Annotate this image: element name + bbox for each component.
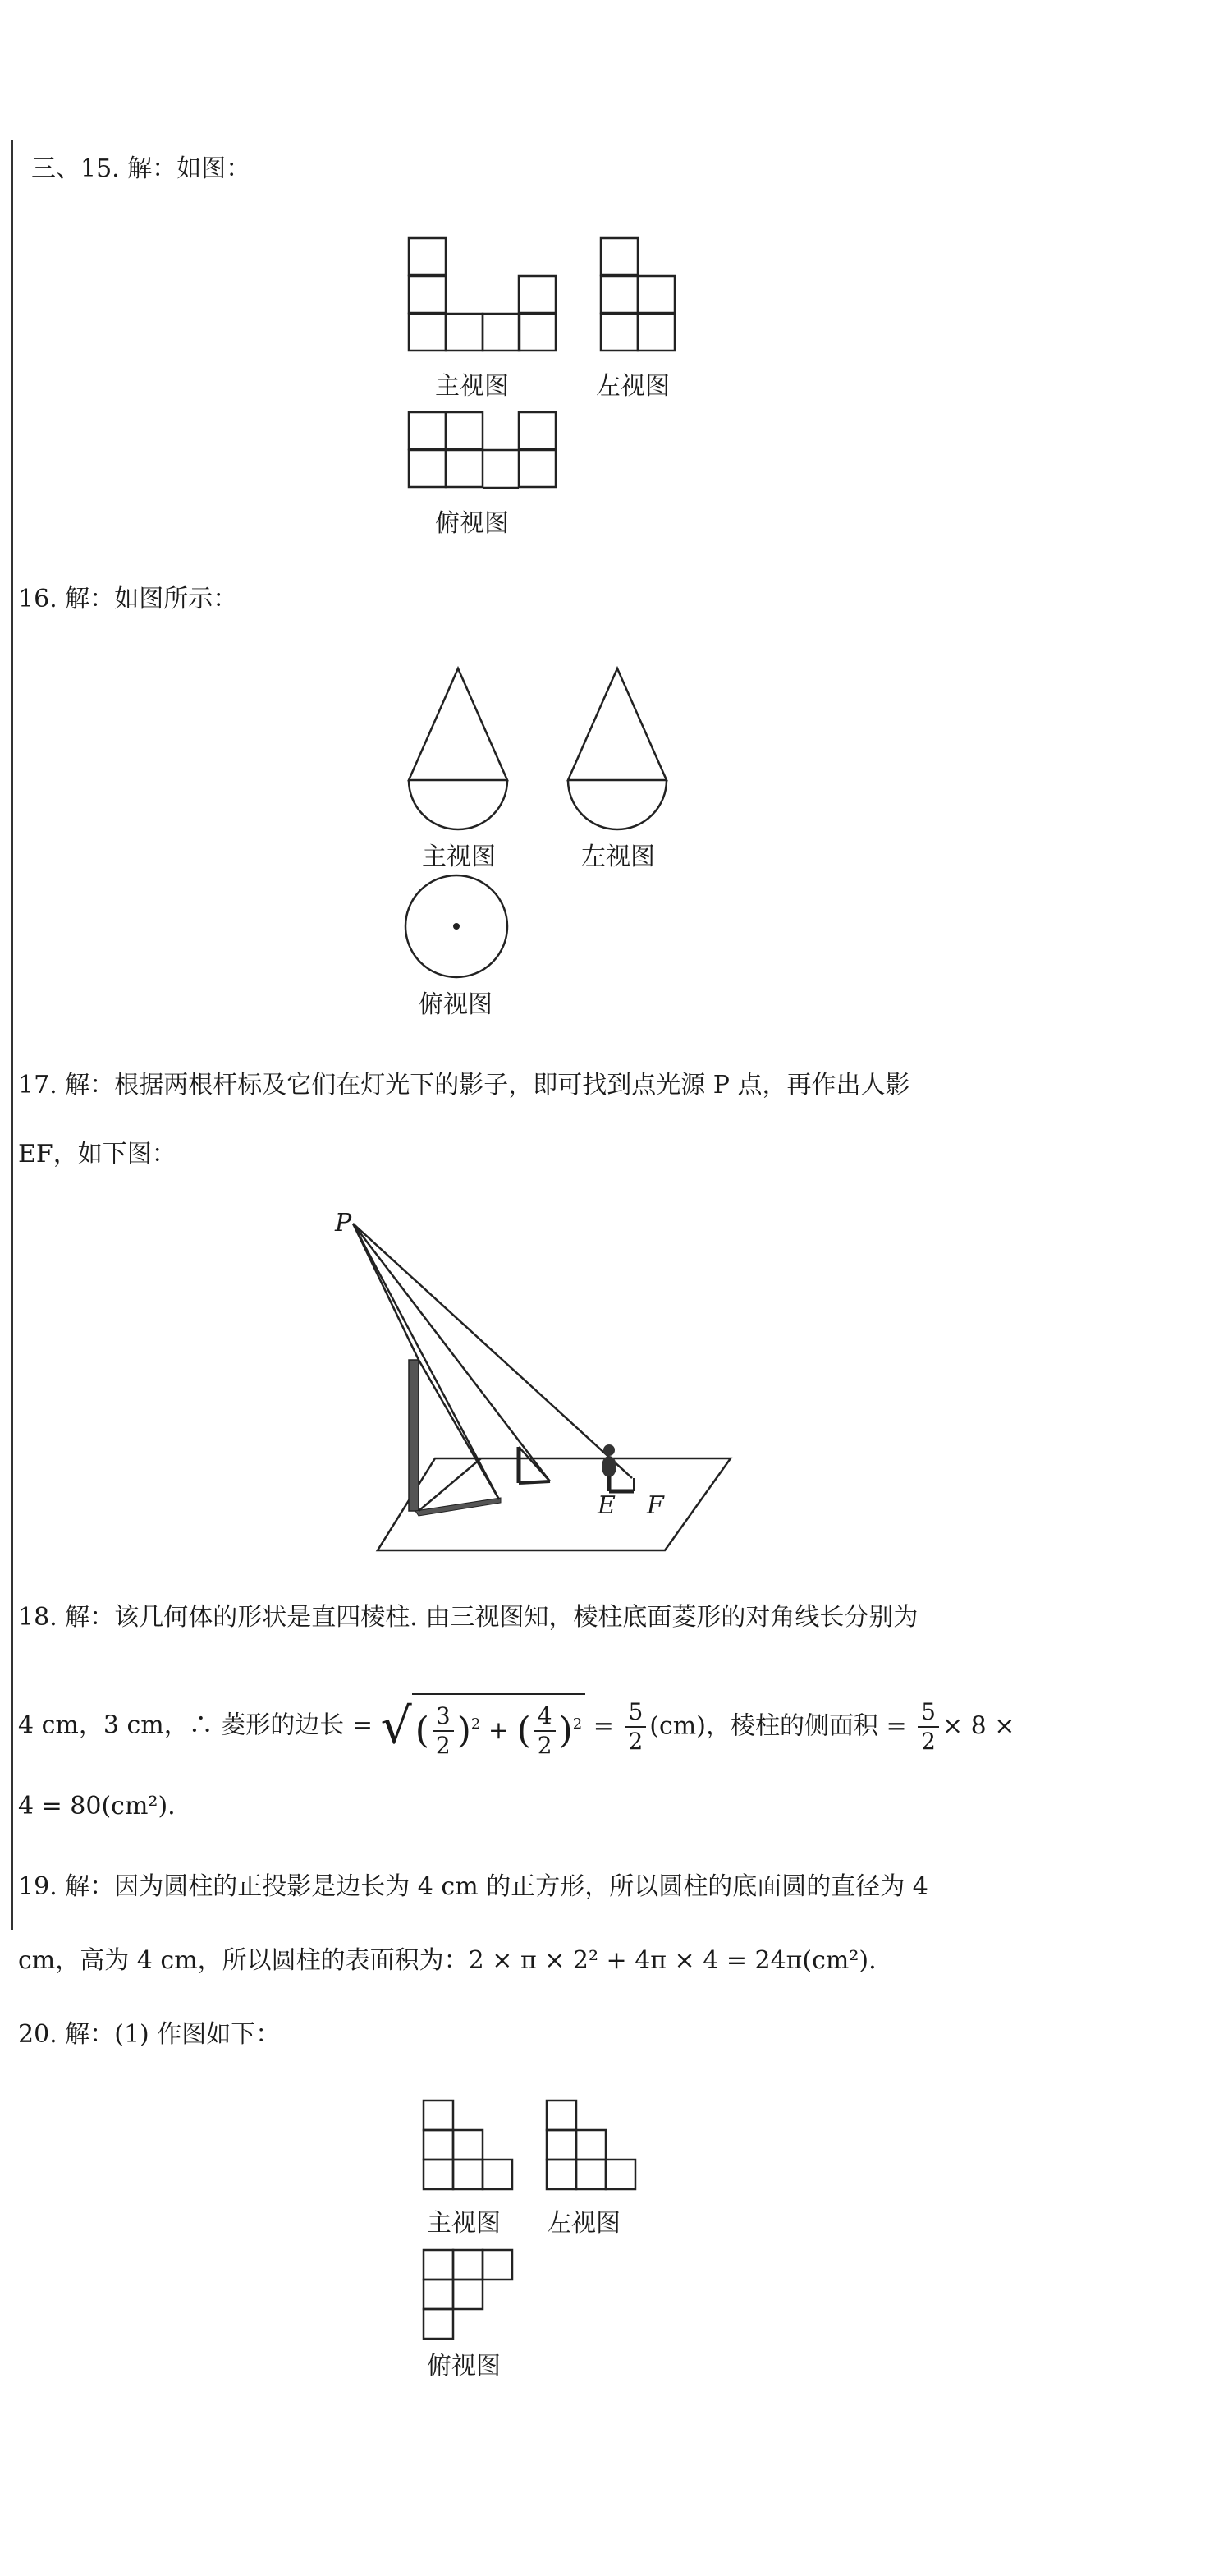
q18-line3: 4 = 80(cm²).	[18, 1792, 176, 1821]
q18-frac2: $\frac{4}{2}$	[534, 1702, 556, 1760]
q16-front-caption: 主视图	[422, 843, 496, 871]
q15-top-caption: 俯视图	[435, 509, 509, 538]
q20-front-view	[422, 2099, 514, 2193]
page-margin-rule	[11, 140, 13, 1930]
q16-label: 16. 解：如图所示：	[18, 585, 238, 613]
q17-point-e: E	[598, 1491, 616, 1520]
q18-eq: =	[593, 1711, 614, 1741]
q18-line2: 4 cm，3 cm，∴ 菱形的边长 = √( $\frac{3}{2}$ )$^2$ + ( $\frac{4}{2}$ )$^2$ = $\frac{5}{2}$ (cm)，棱柱的侧面积 = $\frac{5}{2}$ × 8 ×	[18, 1693, 1015, 1760]
q18-line2-b: (cm)，棱柱的侧面积 =	[649, 1711, 907, 1741]
q19-line2: cm，高为 4 cm，所以圆柱的表面积为：2 × π × 2² + 4π × 4 = 24π(cm²).	[18, 1946, 877, 1975]
q16-front-view	[407, 667, 514, 831]
q17-line2: EF，如下图：	[18, 1140, 176, 1169]
q15-left-caption: 左视图	[596, 372, 670, 401]
q15-label: 三、15. 解：如图：	[31, 154, 251, 183]
q18-exp1: 2	[470, 1715, 481, 1733]
q20-front-caption: 主视图	[427, 2209, 501, 2238]
q19-line1: 19. 解：因为圆柱的正投影是边长为 4 cm 的正方形，所以圆柱的底面圆的直径为 4	[18, 1872, 928, 1901]
q20-top-caption: 俯视图	[427, 2352, 501, 2381]
q16-left-view	[566, 667, 673, 831]
q20-left-caption: 左视图	[547, 2209, 621, 2238]
q17-point-p: P	[335, 1209, 352, 1237]
q15-left-view	[599, 236, 678, 358]
q17-point-f: F	[647, 1491, 664, 1520]
q17-line1: 17. 解：根据两根杆标及它们在灯光下的影子，即可找到点光源 P 点，再作出人影	[18, 1071, 910, 1100]
q20-top-view	[422, 2248, 514, 2342]
q18-line2-c: × 8 ×	[942, 1711, 1015, 1741]
q16-top-view	[404, 874, 511, 980]
q18-line1: 18. 解：该几何体的形状是直四棱柱. 由三视图知，棱柱底面菱形的对角线长分别为	[18, 1603, 919, 1632]
q15-top-view	[407, 411, 558, 496]
q17-light-source-diagram	[337, 1207, 739, 1552]
q20-label: 20. 解：(1) 作图如下：	[18, 2020, 281, 2049]
q18-frac3: $\frac{5}{2}$	[625, 1698, 646, 1756]
q16-top-caption: 俯视图	[419, 990, 493, 1019]
q18-frac1: $\frac{3}{2}$	[433, 1702, 454, 1760]
q18-line2-a: 4 cm，3 cm，∴ 菱形的边长 =	[18, 1710, 373, 1740]
q18-plus: +	[488, 1716, 510, 1745]
q16-left-caption: 左视图	[581, 843, 655, 871]
sqrt-sign: √	[380, 1697, 412, 1756]
q15-front-caption: 主视图	[435, 372, 509, 401]
q18-frac4: $\frac{5}{2}$	[918, 1698, 939, 1756]
q20-left-view	[545, 2099, 637, 2193]
q18-exp2: 2	[572, 1715, 583, 1733]
q15-front-view	[407, 236, 558, 358]
